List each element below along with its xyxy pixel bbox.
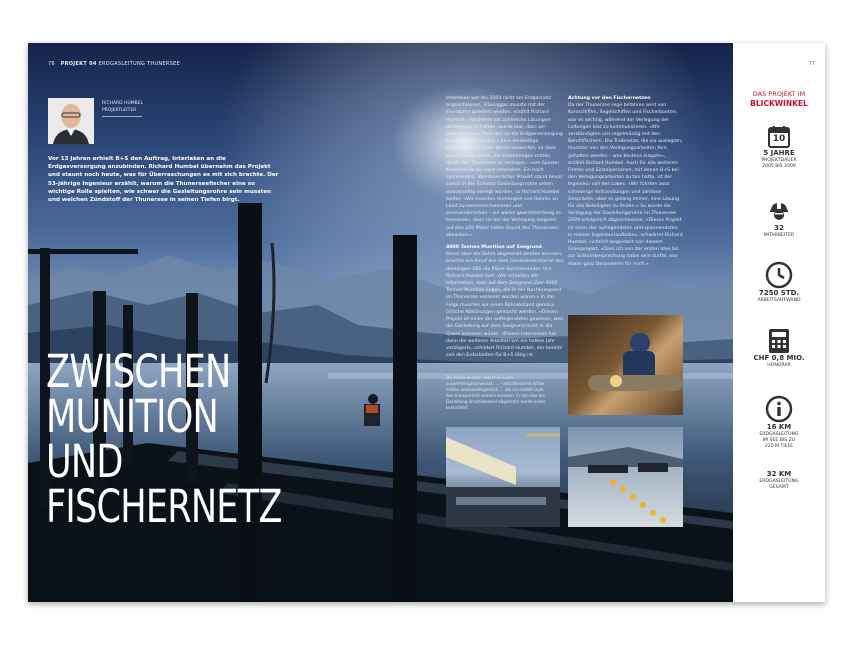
column1-paragraph-2: Bevor aber die Rohre abgesenkt werden konnten, brachte ein Anruf aus dem Generalsekretariat des damaligen VBS die Pläne durcheinander. Uns Richard Humbel fort: «Wir erhielten die Information, dass auf dem Seegrund über 4000 Tonnen Munition liegen, die in der Nachkriegszeit im Thunersee versenkt worden waren.» In der Folge mussten wir einen Rohrabstand gemäss örtliche Abklärungen gemacht werden. «Diesen Projekt ist eines der aufregendsten gewesen, weil die Gasleitung auf dem Seegrund nicht in die Quere kommen würde. «Dieses Intermezzo hat dann die weiteren Arbeiten um ein halbes Jahr verzögert», schildert Richard Humbel, der bereits seit den Erdarbeiten für B+S tätig ist. [446,252,564,359]
stat-label: HONORAR [767,363,791,368]
clock-icon [765,261,793,289]
stat-fee [733,328,825,369]
sidebar-title-line-2: BLICKWINKEL [750,99,808,108]
author-role: PROJEKTLEITER [102,108,137,113]
pipe-transport-photo [446,427,560,527]
stat-lake-pipeline [733,395,825,450]
author-name: RICHARD HUMBEL [102,101,144,106]
page-number-right: 77 [808,61,815,67]
portrait-photo [48,98,94,144]
byline-divider [102,116,142,117]
stat-label: ERDGASLEITUNG [759,432,799,437]
stat-duration [733,125,825,170]
sidebar-title-line-1: DAS PROJEKT IM [752,90,806,98]
stat-label-2: 2005 BIS 2009 [762,164,796,169]
headline [46,345,282,533]
project-label: PROJEKT 04 [60,61,97,67]
stat-label-2: GESAMT [769,485,789,490]
welder-photo [568,315,683,415]
stat-label: ARBEITSAUFWAND [757,298,801,303]
stat-value: 7250 STD. [758,289,800,297]
buoy-line-photo [568,427,683,527]
column2-paragraph: Da der Thunersee rege befahren wird von Kursschiffen, Segelschiffen und Fischerbooten, war es wichtig, während der Verlegung der Leitungen klar zu kommunizieren. «Wir verständigten uns regelmässig mit den Berufsfischern. Die Treibnetze, die sie auslegten, mussten von den Verlegungsarbeiten fern gehalten werden – was bestens klappte», erzählt Richard Humbel. Auch für alle weiteren Firmen und Einzelpersonen, mit denen B+S bei den Verlegungsarbeiten zu tun hatte, ist der Ingenieur voll des Lobes. «Wir führten zwar schwierige Verhandlungen und zahllose Gespräche, aber es gelang immer, eine Lösung für alle Beteiligten zu finden.» So wurde die Verlegung der Gasleitungsrohre im Thunersee 2009 erfolgreich abgeschlossen. «Dieses Projekt ist eines der aufregendsten und spannendsten in meiner Ingenieurlaufbahn», schwärmt Richard Humbel, sichtlich begeistert von diesem Grossprojekt. «Dass ich von der ersten Idee bis zur Schlussbesprechung dabei sein durfte, war etwas ganz Besonderes für mich.» [568,103,683,267]
stat-label-2: IM SEE BIS ZU [762,438,796,443]
stat-staff [733,200,825,239]
lead-paragraph: Vor 13 Jahren erhielt B+S den Auftrag, Interlaken an die Erdgasversorgung anzubinden. Richard Humbel übernahm das Projekt und staunt noch heute, was für Überraschungen es mit sich brachte. Der 53-jährige Ingenieur erzählt, warum die Thunerseefischer eine so wichtige Rolle spielten, wie schwer die Gasleitungsrohre sein mussten und welchen Zündstoff der Thunersee in seinen Tiefen birgt. [48,156,279,204]
stat-label: MITARBEITER [763,233,795,238]
column1-subheading: 4000 Tonnen Munition auf Seegrund [446,245,542,251]
info-icon [765,395,793,423]
stat-value: 32 KM [766,470,792,478]
stat-label: PROJEKTDAUER [761,158,797,163]
photo-caption: Die Rohre wurden zuerst an Land zusammengeschweisst, ... – anschliessend schier endlos aneinandergereiht, ... die sie endlich zum See transportiert werden konnten. In den See die Gasleitung anschliessend abgesenkt wurde sowie kontrolliert. [446,375,546,410]
column1-paragraph-1: Interlaken war bis 2004 nicht am Erdgasnetz angeschlossen. Flüssiggas musste mit der Eisenbahn geliefert werden, erzählt Richard Humbel. «Nachdem wir zahlreiche Lösungen durchgedacht hatten, wurde klar, dass wir Interlaken von Thun aus an die Erdgasversorgung anschliessen würden.» Eine landseitige Anbindung via Spiez wurde verworfen, so dass entschieden wurde, die Gasleitungen mitten durch den Thunersee zu verlegen – vom Spiezer Kanderdelta bis nach Interlaken. Ein hoch spannendes, abenteuerliches Projekt stand bevor, zumal in der Schweiz Gasleitungsrohre selten wasserseitig verlegt würden, so Richard Humbel weiter. «Wir mussten Unmengen von Rohren an Land zusammenschweissen und aneinanderreihen – sie waren gewichtsmässig so bemessen, dass sie bei der Verlegung langsam auf den 220 Meter tiefen Grund des Thunersees absanken.» [446,96,564,238]
text-column-1 [446,95,564,359]
page-number-left: 76 [48,61,55,67]
calendar-day: 10 [772,134,786,144]
byline [102,100,143,117]
facts-sidebar [733,43,825,602]
stat-total-pipeline [733,470,825,491]
stat-label-3: 220 M TIEFE [764,444,794,449]
calculator-icon [768,328,790,354]
stat-value: CHF 0,8 MIO. [753,354,805,362]
person-portrait-icon [48,98,94,144]
headline-line-3: UND [46,435,123,488]
column2-subheading: Achtung vor den Fischernetzen [568,96,651,101]
welder-scene [568,315,683,415]
stat-value: 32 [774,224,784,232]
stat-value: 5 JAHRE [763,149,795,157]
project-title: ERDGASLEITUNG THUNERSEE [98,61,181,67]
buoy-scene [568,427,683,527]
pipe-scene [446,427,560,527]
headline-line-1: ZWISCHEN [46,345,231,398]
text-column-2 [568,95,683,268]
stat-label: ERDGASLEITUNG [759,479,799,484]
calendar-icon [767,125,791,149]
worker-icon [767,200,791,224]
stat-value: 16 KM [766,423,792,431]
stat-effort [733,261,825,304]
page-header-left [48,61,180,67]
headline-line-2: MUNITION [46,390,219,443]
headline-line-4: FISCHERNETZ [46,480,282,533]
magazine-spread [28,43,825,602]
